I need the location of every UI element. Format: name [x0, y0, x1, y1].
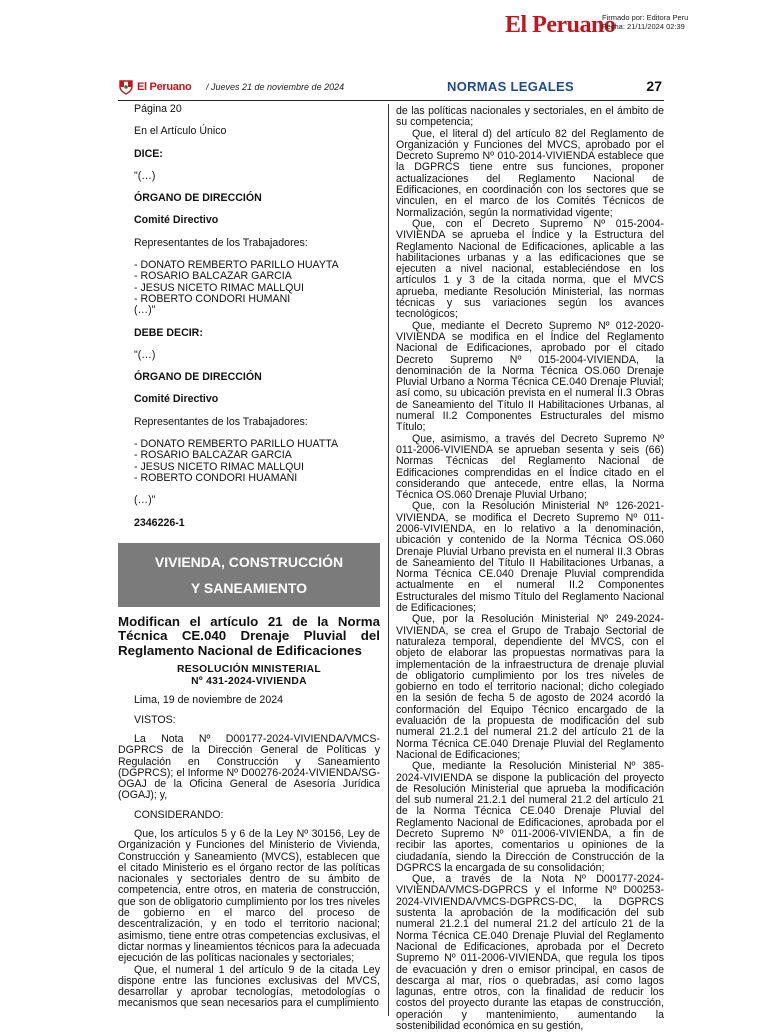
signature-signer: Firmado por: Editora Peru [602, 13, 689, 22]
paragraph: Que, mediante el Decreto Supremo Nº 012-2020-VIVIENDA se modifica en el Índice del Reglamento Nacional de Edificaciones, aprobado por el citado Decreto Supremo Nº 015-2004-VIVIENDA, la denominación de la Norma Técnica OS.060 Drenaje Pluvial Urbano a Norma Técnica CE.040 Drenaje Pluvial; así como, su ubicación prevista en el numeral II.3 Obras de Saneamiento del Título II Habilitaciones Urbanas, al numeral II.2 Componentes Estructurales del mismo Título; [396, 319, 664, 434]
fe-name-item: - ROSARIO BALCAZAR GARCIA [134, 449, 292, 462]
resolution-heading [118, 664, 380, 687]
fe-name-item: - ROSARIO BALCAZAR GARCIA [134, 270, 292, 283]
fe-representantes-2: Representantes de los Trabajadores: [134, 415, 308, 428]
vistos-label: VISTOS: [134, 713, 176, 726]
signature-logo: El Peruano [505, 12, 616, 38]
fe-name-item: - JESUS NICETO RIMAC MALLQUI [134, 460, 304, 473]
fe-comite-1: Comité Directivo [134, 214, 219, 227]
paragraph: Que, el numeral 1 del artículo 9 de la citada Ley dispone entre las funciones exclusivas del MVCS, desarrollar y aprobar tecnologías, metodologías o mecanismos que sean necesarios para el cumplimiento [118, 963, 380, 1010]
paragraph: Que, asimismo, a través del Decreto Supremo Nº 011-2006-VIVIENDA se aprueban sesenta y seis (66) Normas Técnicas del Reglamento Nacional de Edificaciones comprendidas en el Índice citado en el considerando que antecede, entre ellas, la Norma Técnica OS.060 Drenaje Pluvial Urbano; [396, 432, 664, 502]
fe-dice-label: DICE: [134, 147, 163, 160]
paragraph: La Nota Nº D00177-2024-VIVIENDA/VMCS-DGPRCS de la Dirección General de Políticas y Regulación en Construcción y Saneamiento (DGPRCS); el Informe Nº D00276-2024-VIVIENDA/SG-OGAJ de la Oficina General de Asesoría Jurídica (OGAJ); y, [118, 732, 380, 802]
header-section-title: NORMAS LEGALES [447, 79, 574, 94]
fe-organo-2: ÓRGANO DE DIRECCIÓN [134, 371, 262, 384]
column-divider [388, 104, 389, 1016]
section-banner [118, 543, 380, 607]
digital-signature [505, 6, 755, 42]
signature-details [602, 13, 688, 31]
fe-debe-open: "(…) [134, 348, 156, 361]
paragraph: Que, el literal d) del artículo 82 del Reglamento de Organización y Funciones del MVCS, aprobado por el Decreto Supremo Nº 010-2014-VIVIENDA establece que la DGPRCS tiene entre sus funciones, proponer actualizaciones del Reglamento Nacional de Edificaciones, en coordinación con los sectores que se vinculen, en el marco de los Comités Técnicos de Normalización, según la normatividad vigente; [396, 127, 664, 219]
fe-pagina: Página 20 [134, 103, 182, 115]
paragraph: Que, por la Resolución Ministerial Nº 249-2024-VIVIENDA, se crea el Grupo de Trabajo Sectorial de naturaleza temporal, dependiente del MVCS, con el objeto de elaborar las propuestas normativas para la implementación de la infraestructura de drenaje pluvial de obligatorio cumplimiento por los tres niveles de gobierno en todo el territorio nacional; dicho colegiado en la sesión de fecha 5 de agosto de 2024 acordó la conformación del Equipo Técnico encargado de la evaluación de la propuesta de modificación del sub numeral 21.2.1 del numeral 21.2 del artículo 21 de la Norma Técnica CE.040 Drenaje Pluvial del Reglamento Nacional de Edificaciones; [396, 613, 664, 761]
banner-line-2: Y SANEAMIENTO [190, 579, 308, 596]
right-column [396, 106, 664, 1032]
header-date: / Jueves 21 de noviembre de 2024 [206, 82, 345, 92]
header-brand: El Peruano [137, 81, 192, 93]
fe-comite-2: Comité Directivo [134, 393, 219, 406]
fe-representantes-1: Representantes de los Trabajadores: [134, 236, 308, 249]
paragraph: Que, a través de la Nota Nº D00177-2024-VIVIENDA/VMCS-DGPRCS y el Informe Nº D00253-2024-VIVIENDA/VMCS-DGPRCS-DC, la DGPRCS sustenta la aprobación de la modificación del sub numeral 21.2.1 del numeral 21.2 del artículo 21 de la Norma Técnica CE.040 Drenaje Pluvial del Reglamento Nacional de Edificaciones, aprobada por el Decreto Supremo Nº 011-2006-VIVIENDA, que regula los tipos de evacuación y dren o emisor principal, en casos de descarga al mar, ríos o quebradas, así como lagos lagunas, entre otros, con la finalidad de reducir los costos del proyecto durante las etapas de construcción, operación y mantenimiento, aumentando la sostenibilidad económica en su gestión, [396, 873, 664, 1032]
fe-name-item: - JESUS NICETO RIMAC MALLQUI [134, 281, 304, 294]
fe-dice-open: "(…) [134, 169, 156, 182]
fe-articulo: En el Artículo Único [134, 125, 227, 138]
fe-debe-decir-label: DEBE DECIR: [134, 326, 203, 339]
fe-name-item: - ROBERTO CONDORI HUAMANI [134, 471, 298, 484]
fe-name-item: (…)" [134, 304, 156, 317]
left-column [118, 104, 380, 1010]
page-number: 27 [646, 78, 662, 94]
fe-name-item: - DONATO REMBERTO PARILLO HUAYTA [134, 259, 339, 272]
fe-name-item: - DONATO REMBERTO PARILLO HUATTA [134, 438, 339, 451]
resolution-type: RESOLUCIÓN MINISTERIAL [177, 664, 321, 676]
peru-shield-icon [118, 79, 134, 95]
article-title: Modifican el artículo 21 de la Norma Técnica CE.040 Drenaje Pluvial del Reglamento Nacional de Edificaciones [118, 613, 380, 658]
fe-close: (…)" [134, 494, 156, 507]
paragraph: Que, los artículos 5 y 6 de la Ley Nº 30156, Ley de Organización y Funciones del Ministerio de Vivienda, Construcción y Saneamiento (MVCS), establecen que el citado Ministerio es el órgano rector de las políticas nacionales y sectoriales dentro de su ámbito de competencia, entre otros, en materia de construcción, que son de obligatorio cumplimiento por los tres niveles de gobierno en el marco del proceso de descentralización, y en todo el territorio nacional; asimismo, tiene entre otras competencias exclusivas, el dictar normas y lineamientos técnicos para la adecuada ejecución de las políticas nacionales y sectoriales; [118, 828, 380, 965]
paragraph: Que, con la Resolución Ministerial Nº 126-2021-VIVIENDA, se modifica el Decreto Supremo Nº 011-2006-VIVIENDA, en lo relativo a la denominación, ubicación y contenido de la Norma Técnica OS.060 Drenaje Pluvial Urbano prevista en el numeral II.3 Obras de Saneamiento del Título II Habilitaciones Urbanas, a Norma Técnica CE.040 Drenaje Pluvial comprendida actualmente en el numeral II.2 Componentes Estructurales del mismo Título del Reglamento Nacional de Edificaciones; [396, 500, 664, 615]
paragraph: Que, mediante la Resolución Ministerial Nº 385-2024-VIVIENDA se dispone la publicación del proyecto de Resolución Ministerial que aprueba la modificación del sub numeral 21.2.1 del numeral 21.2 del artículo 21 de la Norma Técnica CE.040 Drenaje Pluvial del Reglamento Nacional de Edificaciones, aprobada por el Decreto Supremo Nº 011-2006-VIVIENDA, a fin de recibir las aportes, comentarios u opiniones de la ciudadanía, siendo la Dirección de Construcción de la DGPRCS la encargada de su consolidación; [396, 760, 664, 874]
resolution-number: Nº 431-2024-VIVIENDA [191, 675, 307, 687]
signature-date: Fecha: 21/11/2024 02:39 [602, 22, 685, 31]
resolution-date: Lima, 19 de noviembre de 2024 [134, 694, 284, 707]
paragraph: Que, con el Decreto Supremo Nº 015-2004-VIVIENDA se aprueba el Índice y la Estructura del Reglamento Nacional de Edificaciones, aplicable a las habilitaciones urbanas y a las edificaciones que se ejecuten a nivel nacional, estableciéndose en los artículos 1 y 3 de la citada norma, que el MVCS aprueba, mediante Resolución Ministerial, las normas técnicas y sus variaciones según los avances tecnológicos; [396, 217, 664, 321]
paragraph: de las políticas nacionales y sectoriales, en el ámbito de su competencia; [396, 105, 664, 129]
fe-organo-1: ÓRGANO DE DIRECCIÓN [134, 192, 262, 205]
page-header [118, 74, 664, 101]
fe-name-item: - ROBERTO CONDORI HUMANI [134, 292, 291, 305]
document-code: 2346226-1 [134, 516, 185, 529]
considerando-label: CONSIDERANDO: [134, 808, 224, 821]
banner-line-1: VIVIENDA, CONSTRUCCIÓN [154, 553, 344, 570]
